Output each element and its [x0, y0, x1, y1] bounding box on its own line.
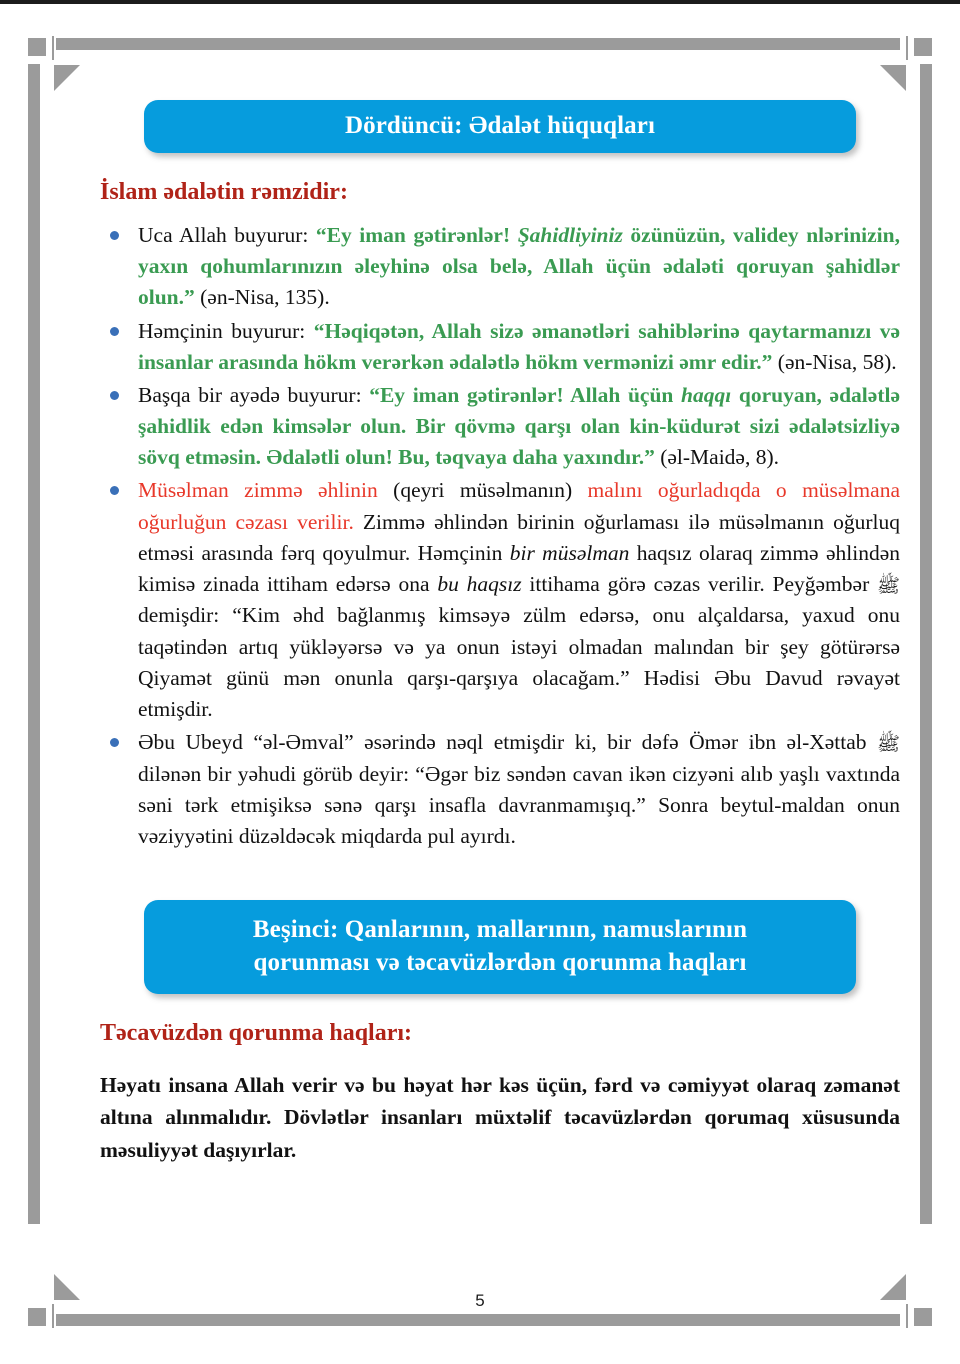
- list-item: [100, 220, 900, 314]
- list-item: [100, 316, 900, 378]
- quote-text: “Həqiqətən, Allah sizə əmanətləri sahiblərinə qaytarmanızı və insanlar arasında hökm verərkən ədalətlə hökm vermənizi əmr edir.”: [138, 318, 900, 374]
- quote-text-rest: özünüzün, validey nlərinizin, yaxın qohumlarınızın əleyhinə olsa belə, Allah üçün ədaləti qoruyan şahidlər olun.”: [138, 223, 900, 310]
- body-text: dilənən bir yəhudi görüb deyir: “Əgər biz səndən cavan ikən cizyəni alıb yaşlı vaxtında səni tərk etmişiksə sənə qarşı insafla davranmamışıq.” Sonra beytul-maldan onun vəziyyətini düzəldəcək miqdarda pul ayırdı.: [138, 761, 900, 849]
- emphasis-italic-text: bir müsəlman: [509, 540, 630, 565]
- quote-text-italic: Şahidliyiniz: [517, 223, 623, 247]
- corner-square-icon: [28, 38, 46, 56]
- section-banner-fourth: Dördüncü: Ədalət hüquqları: [144, 100, 856, 153]
- section-five-paragraph: Həyatı insana Allah verir və bu həyat hər kəs üçün, fərd və cəmiyyət olaraq zəmanət altına alınmalıdır. Dövlətlər insanları müxtəlif təcavüzlərdən qorumaq xüsusunda məsuliyyət daşıyırlar.: [100, 1073, 900, 1162]
- companion-salutation-glyph-icon: ﷺ: [877, 733, 900, 756]
- body-text: haqsız olaraq zimmə əhlindən kimisə zinada ittiham edərsə ona: [138, 540, 900, 596]
- body-text: Zimmə əhlindən birinin oğurlaması ilə müsəlmanın oğurluq etməsi arasında fərq qoyulmur. Həmçinin: [138, 509, 900, 565]
- body-text: Əbu Ubeyd “əl-Əmval” əsərində nəql etmişdir ki, bir dəfə Ömər ibn əl-Xəttab: [138, 730, 878, 755]
- prophet-salutation-glyph-icon: ﷺ: [877, 574, 900, 597]
- emphasis-red-text: Müsəlman zimmə əhlinin: [138, 478, 378, 503]
- bullet-dot-icon: [110, 327, 119, 336]
- quote-text-italic: haqqı: [681, 382, 732, 407]
- list-item: [100, 475, 900, 725]
- section-banner-fifth: [144, 900, 856, 994]
- list-item: [100, 727, 900, 852]
- page-content: [100, 100, 900, 1166]
- emphasis-red-text: malını oğurladıqda o müsəlmana oğurluğun cəzası verilir.: [138, 478, 900, 534]
- bullet-lead-text: Uca Allah buyurur:: [138, 223, 316, 247]
- section-banner-fifth-line-1: Beşinci: Qanlarının, mallarının, namuslarının: [252, 916, 748, 944]
- frame-bar-horizontal-top: [140, 38, 900, 50]
- quote-source-reference: (ən-Nisa, 135).: [194, 285, 330, 310]
- justice-bullet-list: [100, 220, 900, 852]
- corner-triangle-icon: [880, 65, 906, 91]
- section-banner-fifth-line-2: qorunması və təcavüzlərdən qorunma haqları: [253, 949, 747, 977]
- body-text: (qeyri müsəlmanın): [377, 478, 588, 503]
- bullet-lead-text: Başqa bir ayədə buyurur:: [138, 382, 370, 407]
- quote-text-open: “Ey iman gətirənlər! Allah üçün: [369, 382, 682, 407]
- quote-source-reference: (ən-Nisa, 58).: [772, 349, 897, 374]
- frame-bar-horizontal-bottom: [140, 1314, 900, 1326]
- quote-text-open: “Ey iman gətirənlər!: [315, 223, 518, 247]
- quote-text-rest: qoruyan, ədalətlə şahidlik edən kimsələr olun. Bir qövmə qarşı olan kin-küdurət sizi ədalətsizliyə sövq etməsin. Ədalətli olun! Bu, təqvaya daha yaxındır.”: [138, 382, 900, 470]
- corner-divider-line: [52, 36, 54, 60]
- list-item: [100, 380, 900, 474]
- frame-bar-vertical-left: [28, 64, 40, 1224]
- corner-square-icon: [914, 38, 932, 56]
- quote-source-reference: (əl-Maidə, 8).: [654, 445, 780, 470]
- bullet-dot-icon: [110, 391, 119, 400]
- frame-bar-vertical-right: [920, 64, 932, 1224]
- emphasis-italic-text: bu haqsız: [437, 571, 522, 596]
- bullet-lead-text: Həmçinin buyurur:: [138, 318, 314, 343]
- corner-triangle-icon: [54, 65, 80, 91]
- top-edge-strip: [0, 0, 960, 4]
- bullet-dot-icon: [110, 231, 119, 240]
- section-heading-islam-justice: İslam ədalətin rəmzidir:: [100, 179, 348, 205]
- section-spacer: [100, 854, 900, 900]
- bullet-dot-icon: [110, 738, 119, 747]
- body-text: demişdir: “Kim əhd bağlanmış kimsəyə zülm edərsə, onu alçaldarsa, yaxud onu taqətindən artıq yükləyərsə və ya onun istəyi olmadan malından bir şey götürərsə Qiyamət günü mən onunla qarşı-qarşıya olacağam.” Hədisi Əbu Davud rəvayət etmişdir.: [138, 603, 900, 721]
- bullet-dot-icon: [110, 486, 119, 495]
- body-text: ittihama görə cəzas verilir. Peyğəmbər: [521, 571, 878, 596]
- section-heading-protection-rights: Təcavüzdən qorunma haqları:: [100, 1020, 413, 1047]
- corner-divider-line: [906, 36, 908, 60]
- page-number: 5: [475, 1291, 485, 1310]
